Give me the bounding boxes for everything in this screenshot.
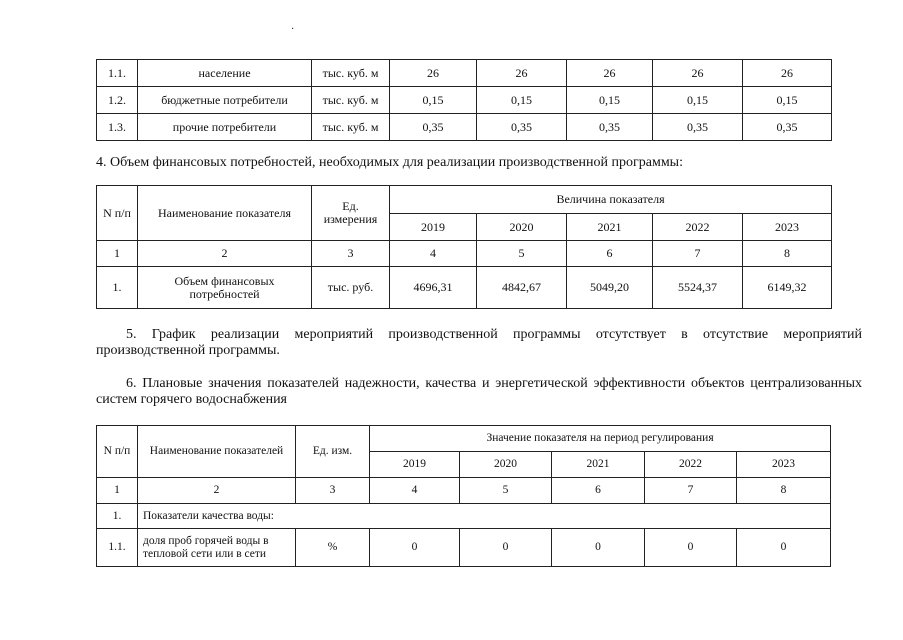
index-cell: 6 (567, 241, 653, 267)
table-row (97, 114, 832, 141)
index-cell: 8 (737, 478, 831, 504)
header-group: Величина показателя (390, 186, 832, 214)
value-cell: 4842,67 (477, 267, 567, 309)
value-cell: 26 (390, 60, 477, 87)
value-cell: 26 (653, 60, 743, 87)
header-group: Значение показателя на период регулирования (370, 426, 831, 452)
table-index-row (97, 241, 832, 267)
header-year: 2023 (737, 452, 831, 478)
header-year: 2022 (645, 452, 737, 478)
table-index-row (97, 478, 831, 504)
value-cell: 5049,20 (567, 267, 653, 309)
table-row (97, 87, 832, 114)
row-unit: тыс. куб. м (312, 60, 390, 87)
row-unit: % (296, 529, 370, 567)
row-num: 1.3. (97, 114, 138, 141)
header-unit: Ед. изм. (296, 426, 370, 478)
header-year: 2019 (390, 214, 477, 241)
value-cell: 0 (737, 529, 831, 567)
index-cell: 1 (97, 241, 138, 267)
value-cell: 0,35 (743, 114, 832, 141)
value-cell: 0,15 (653, 87, 743, 114)
section-5-paragraph (96, 327, 862, 359)
table-row (97, 267, 832, 309)
index-cell: 4 (370, 478, 460, 504)
value-cell: 0,15 (743, 87, 832, 114)
value-cell: 0 (460, 529, 552, 567)
value-cell: 0,35 (567, 114, 653, 141)
header-name: Наименование показателей (138, 426, 296, 478)
index-cell: 1 (97, 478, 138, 504)
index-cell: 7 (645, 478, 737, 504)
section-6-text: 6. Плановые значения показателей надежности, качества и энергетической эффективности объектов централизованных систем горячего водоснабжения (96, 376, 862, 407)
group-label: Показатели качества воды: (138, 504, 831, 529)
value-cell: 0 (370, 529, 460, 567)
table-row (97, 60, 832, 87)
index-cell: 4 (390, 241, 477, 267)
table-row (97, 529, 831, 567)
value-cell: 0,35 (653, 114, 743, 141)
value-cell: 0,15 (567, 87, 653, 114)
index-cell: 6 (552, 478, 645, 504)
header-unit: Ед. измерения (312, 186, 390, 241)
value-cell: 0 (552, 529, 645, 567)
row-num: 1.2. (97, 87, 138, 114)
table-group-row (97, 504, 831, 529)
section-6-paragraph (96, 376, 862, 408)
value-cell: 0,15 (477, 87, 567, 114)
section-4-heading: 4. Объем финансовых потребностей, необходимых для реализации производственной программы: (96, 155, 683, 170)
table-header-row (97, 186, 832, 214)
value-cell: 6149,32 (743, 267, 832, 309)
header-name: Наименование показателя (138, 186, 312, 241)
value-cell: 26 (743, 60, 832, 87)
header-num: N п/п (97, 186, 138, 241)
header-year: 2019 (370, 452, 460, 478)
consumption-table (96, 59, 832, 141)
header-year: 2021 (552, 452, 645, 478)
row-name: доля проб горячей воды в тепловой сети или в сети (138, 529, 296, 567)
value-cell: 0,35 (477, 114, 567, 141)
financial-needs-table (96, 185, 832, 309)
row-num: 1.1. (97, 529, 138, 567)
header-year: 2021 (567, 214, 653, 241)
row-unit: тыс. куб. м (312, 114, 390, 141)
header-year: 2023 (743, 214, 832, 241)
row-name: бюджетные потребители (138, 87, 312, 114)
dot-mark: · (291, 24, 295, 35)
row-num: 1.1. (97, 60, 138, 87)
value-cell: 0 (645, 529, 737, 567)
index-cell: 3 (312, 241, 390, 267)
value-cell: 0,35 (390, 114, 477, 141)
index-cell: 5 (477, 241, 567, 267)
value-cell: 26 (567, 60, 653, 87)
row-name: прочие потребители (138, 114, 312, 141)
index-cell: 2 (138, 478, 296, 504)
value-cell: 26 (477, 60, 567, 87)
header-year: 2022 (653, 214, 743, 241)
row-num: 1. (97, 267, 138, 309)
header-year: 2020 (460, 452, 552, 478)
reliability-indicators-table (96, 425, 831, 567)
row-name: население (138, 60, 312, 87)
header-year: 2020 (477, 214, 567, 241)
value-cell: 0,15 (390, 87, 477, 114)
group-num: 1. (97, 504, 138, 529)
section-5-text: 5. График реализации мероприятий производственной программы отсутствует в отсутствие мероприятий производственной программы. (96, 327, 862, 358)
table-header-row (97, 426, 831, 452)
index-cell: 3 (296, 478, 370, 504)
index-cell: 5 (460, 478, 552, 504)
index-cell: 2 (138, 241, 312, 267)
row-name: Объем финансовых потребностей (138, 267, 312, 309)
value-cell: 4696,31 (390, 267, 477, 309)
index-cell: 8 (743, 241, 832, 267)
value-cell: 5524,37 (653, 267, 743, 309)
row-unit: тыс. руб. (312, 267, 390, 309)
header-num: N п/п (97, 426, 138, 478)
index-cell: 7 (653, 241, 743, 267)
row-unit: тыс. куб. м (312, 87, 390, 114)
